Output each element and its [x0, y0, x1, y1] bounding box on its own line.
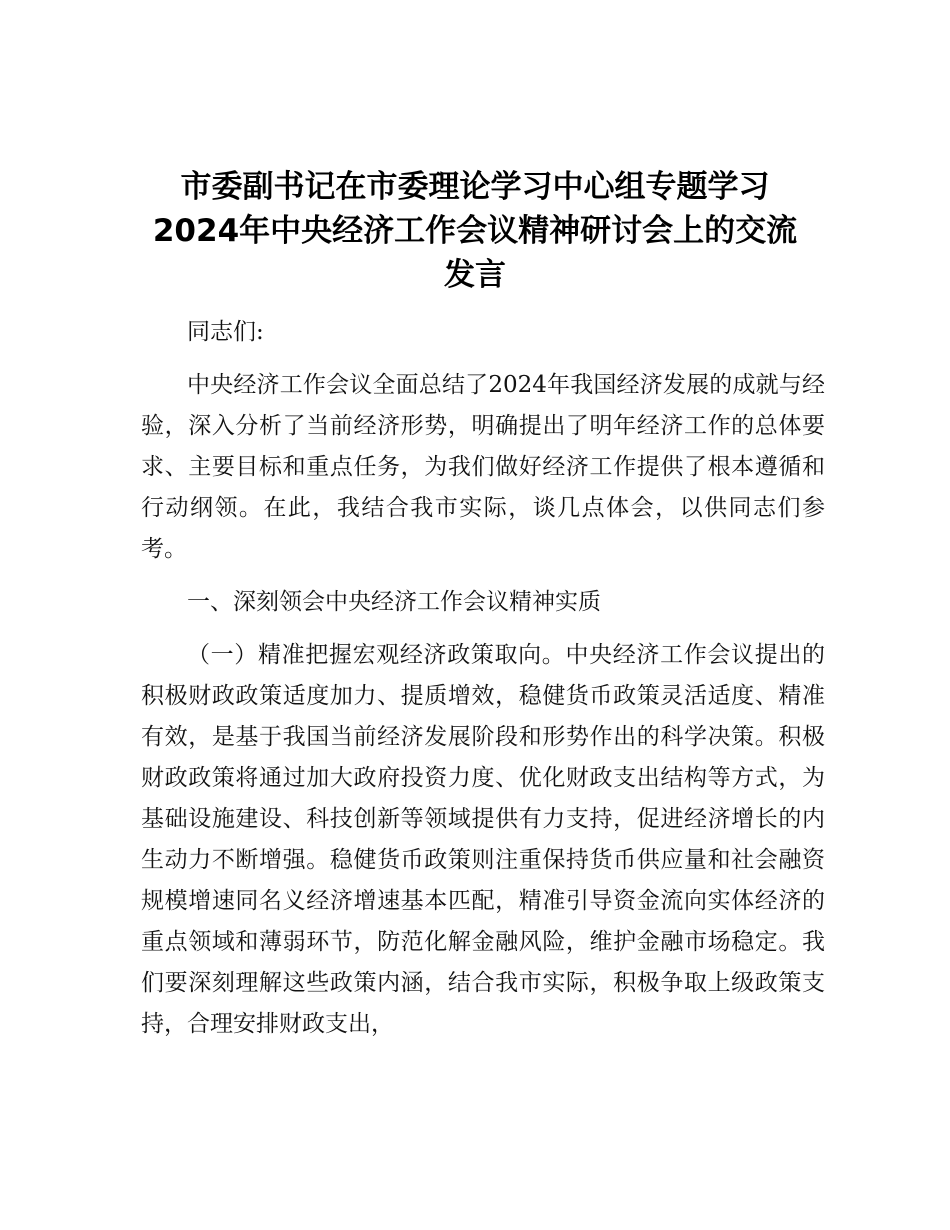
- title-line-2: 2024年中央经济工作会议精神研讨会上的交流: [152, 213, 798, 249]
- section-heading-1: 一、深刻领会中央经济工作会议精神实质: [187, 589, 601, 615]
- document-title: [140, 165, 810, 297]
- salutation: 同志们:: [187, 319, 264, 345]
- title-line-3: 发言: [444, 257, 506, 293]
- document-body: [141, 312, 825, 1045]
- title-line-1: 市委副书记在市委理论学习中心组专题学习: [180, 169, 770, 205]
- paragraph-intro: 中央经济工作会议全面总结了2024年我国经济发展的成就与经验，深入分析了当前经济形势，明确提出了明年经济工作的总体要求、主要目标和重点任务，为我们做好经济工作提供了根本遵循和行动纲领。在此，我结合我市实际，谈几点体会，以供同志们参考。: [141, 372, 825, 562]
- paragraph-subsection-1: （一）精准把握宏观经济政策取向。中央经济工作会议提出的积极财政政策适度加力、提质增效，稳健货币政策灵活适度、精准有效，是基于我国当前经济发展阶段和形势作出的科学决策。积极财政政策将通过加大政府投资力度、优化财政支出结构等方式，为基础设施建设、科技创新等领域提供有力支持，促进经济增长的内生动力不断增强。稳健货币政策则注重保持货币供应量和社会融资规模增速同名义经济增速基本匹配，精准引导资金流向实体经济的重点领域和薄弱环节，防范化解金融风险，维护金融市场稳定。我们要深刻理解这些政策内涵，结合我市实际，积极争取上级政策支持，合理安排财政支出，: [141, 642, 825, 1037]
